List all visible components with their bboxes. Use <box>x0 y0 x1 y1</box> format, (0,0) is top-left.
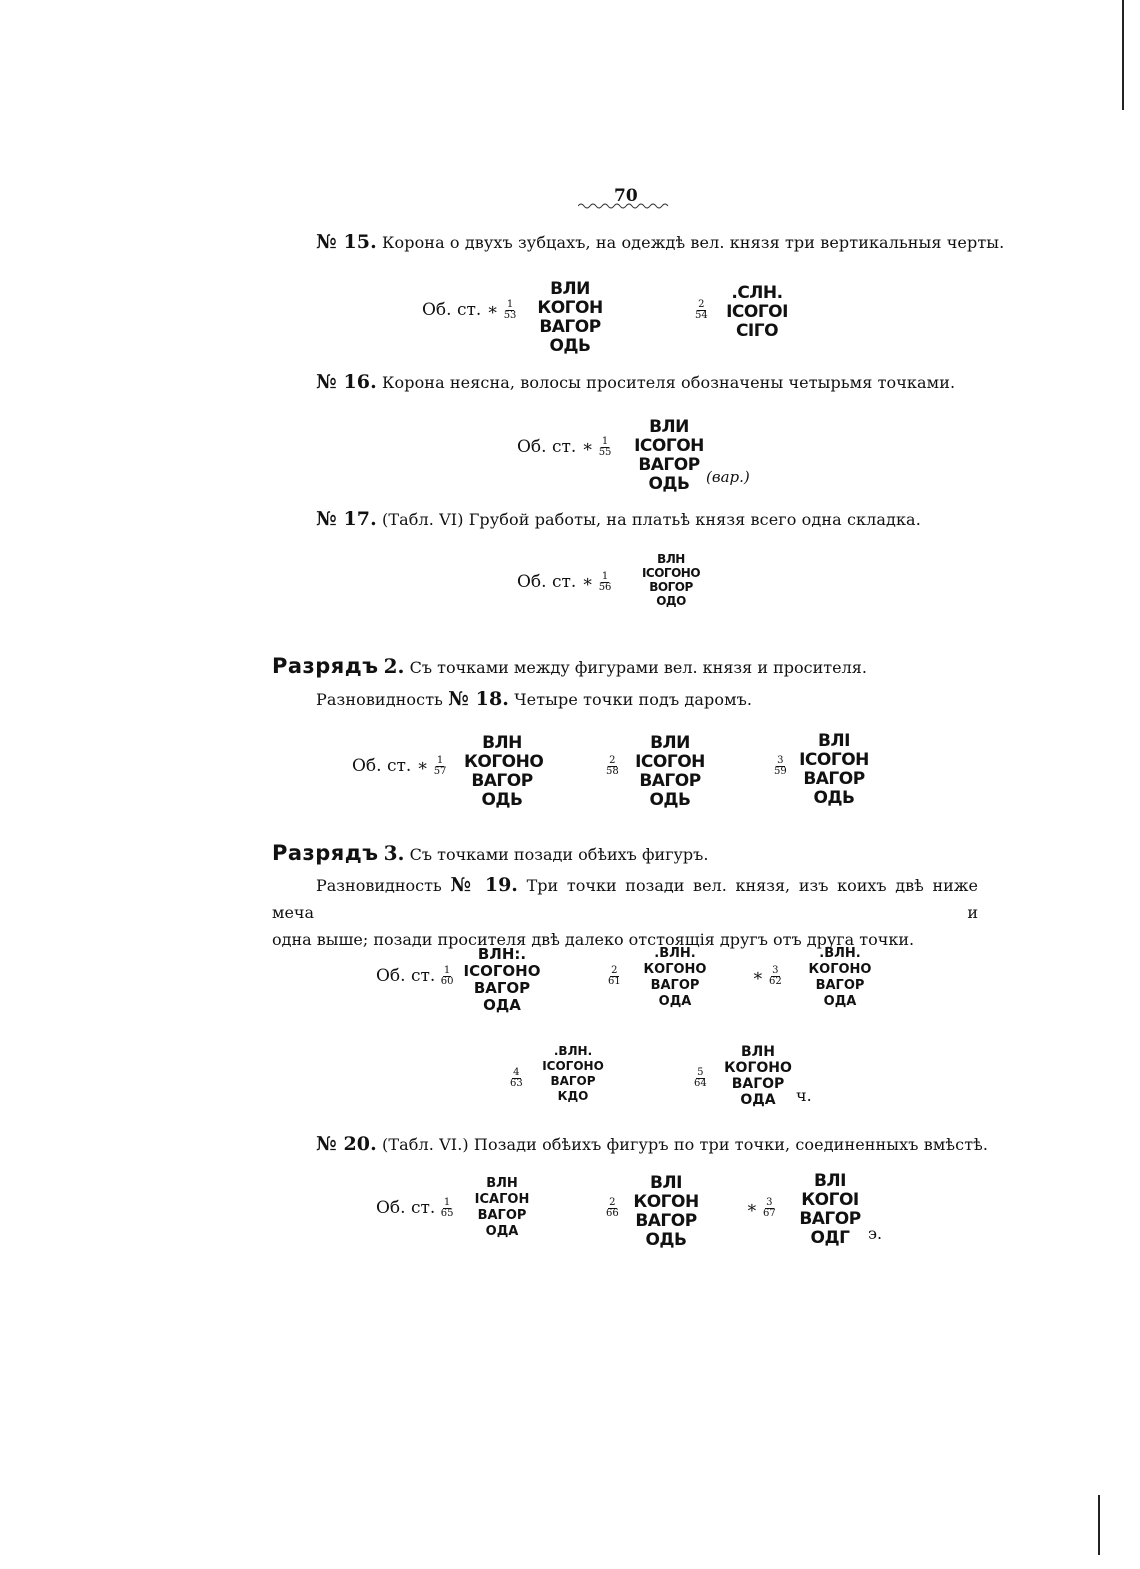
obverse-label <box>517 572 611 593</box>
obverse-text: Об. ст. <box>376 1198 436 1218</box>
obverse-text: Об. ст. ∗ <box>517 437 594 457</box>
fraction: $\frac{2}{58}$ <box>606 755 619 777</box>
entry-description: Четыре точки подъ даромъ. <box>514 690 753 709</box>
coin-legend: ВЛИ ІСОГОН ВАГОР ОДЬ <box>634 417 704 494</box>
fraction: $\frac{1}{65}$ <box>440 1197 454 1219</box>
fraction-label: ∗ $\frac{3}{67}$ <box>746 1197 776 1219</box>
fraction: $\frac{2}{61}$ <box>608 965 621 987</box>
variety-prefix: Разновидность <box>316 876 442 895</box>
entry-description: Корона о двухъ зубцахъ, на одеждѣ вел. князя три вертикальныя черты. <box>382 233 1005 252</box>
coin-legend: .ВЛН. ІСОГОНО ВАГОР КДО <box>542 1044 604 1103</box>
entry-heading <box>316 371 955 393</box>
fraction-label <box>510 1068 523 1089</box>
page-edge-mark <box>1098 1495 1100 1555</box>
coin-legend: ВЛН КОГОНО ВАГОР ОДА <box>724 1044 792 1108</box>
paragraph-line <box>272 872 978 926</box>
coin-legend: .СЛН. ІСОГОІ СІГО <box>726 283 788 341</box>
coin-legend: ВЛН КОГОНО ВАГОР ОДЬ <box>464 733 544 810</box>
fraction: $\frac{5}{64}$ <box>694 1067 707 1089</box>
fraction: $\frac{3}{62}$ <box>768 965 782 987</box>
category-number: 2. <box>383 654 405 678</box>
obverse-text: Об. ст. ∗ <box>422 300 499 320</box>
coin-legend: .ВЛН. КОГОНО ВАГОР ОДА <box>643 946 707 1009</box>
fraction: $\frac{1}{57}$ <box>433 755 447 777</box>
category-heading <box>272 654 867 678</box>
fraction: $\frac{3}{67}$ <box>762 1197 776 1219</box>
entry-heading <box>316 508 921 530</box>
variety-paragraph <box>272 872 978 953</box>
obverse-label <box>422 300 516 321</box>
fraction: $\frac{1}{60}$ <box>440 965 454 987</box>
obverse-label <box>352 756 446 777</box>
coin-legend: .ВЛН. КОГОНО ВАГОР ОДА <box>808 946 872 1009</box>
entry-heading <box>316 1133 988 1155</box>
fraction: $\frac{4}{63}$ <box>510 1067 523 1089</box>
fraction: $\frac{3}{59}$ <box>774 755 787 777</box>
coin-legend: ВЛИ ІСОГОН ВАГОР ОДЬ <box>635 733 705 810</box>
coin-note: ч. <box>796 1086 812 1105</box>
entry-description: Три точки позади вел. князя, изъ коихъ двѣ ниже меча и <box>272 876 978 922</box>
coin-legend: ВЛІ КОГОН ВАГОР ОДЬ <box>633 1173 699 1250</box>
page-number: 70 <box>614 186 638 206</box>
obverse-label <box>517 437 611 458</box>
variety-prefix: Разновидность <box>316 690 443 709</box>
fraction-label <box>774 756 787 777</box>
entry-number: № 20. <box>316 1133 377 1155</box>
fraction-label <box>606 756 619 777</box>
variant-note: (вар.) <box>706 468 750 486</box>
coin-legend: ВЛН ІСОГОНО ВОГОР ОДО <box>641 552 701 608</box>
entry-number: № 17. <box>316 508 377 530</box>
variety-heading <box>316 688 752 710</box>
entry-heading <box>316 231 1004 253</box>
entry-number: № 16. <box>316 371 377 393</box>
category-heading <box>272 841 708 865</box>
category-label: Разрядъ <box>272 841 379 865</box>
entry-description: (Табл. VI.) Позади обѣихъ фигуръ по три точки, соединенныхъ вмѣстѣ. <box>382 1135 989 1154</box>
category-label: Разрядъ <box>272 654 379 678</box>
obverse-text: Об. ст. ∗ <box>517 572 594 592</box>
category-number: 3. <box>383 841 405 865</box>
fraction-label: ∗ $\frac{3}{62}$ <box>752 965 782 987</box>
page-edge-mark <box>1122 0 1124 110</box>
coin-legend: ВЛН:. ІСОГОНО ВАГОР ОДА <box>463 945 541 1014</box>
paragraph-line: одна выше; позади просителя двѣ далеко отстоящія другъ отъ друга точки. <box>272 930 915 949</box>
obverse-label <box>376 1198 453 1219</box>
decorative-wavy-rule <box>578 201 670 211</box>
category-description: Съ точками между фигурами вел. князя и просителя. <box>409 658 867 677</box>
fraction: $\frac{2}{66}$ <box>606 1197 619 1219</box>
obverse-text: Об. ст. <box>376 966 436 986</box>
entry-description: Корона неясна, волосы просителя обозначены четырьмя точками. <box>382 373 956 392</box>
entry-description: (Табл. VI) Грубой работы, на платьѣ князя всего одна складка. <box>382 510 921 529</box>
fraction-label <box>695 300 708 321</box>
coin-legend: ВЛІ ІСОГОН ВАГОР ОДЬ <box>799 731 869 808</box>
fraction: $\frac{2}{54}$ <box>695 299 708 321</box>
coin-legend: ВЛИ КОГОН ВАГОР ОДЬ <box>537 279 603 356</box>
entry-number: № 19. <box>450 874 518 896</box>
coin-note: э. <box>868 1224 883 1243</box>
coin-legend: ВЛІ КОГОІ ВАГОР ОДГ <box>799 1171 861 1248</box>
fraction: $\frac{1}{56}$ <box>598 571 612 593</box>
fraction: $\frac{1}{55}$ <box>598 436 612 458</box>
obverse-label <box>376 966 453 987</box>
entry-number: № 18. <box>448 688 509 710</box>
fraction-label <box>606 1198 619 1219</box>
obverse-text: Об. ст. ∗ <box>352 756 429 776</box>
fraction-label <box>608 966 621 987</box>
fraction-label <box>694 1068 707 1089</box>
entry-number: № 15. <box>316 231 377 253</box>
category-description: Съ точками позади обѣихъ фигуръ. <box>409 845 709 864</box>
fraction: $\frac{1}{53}$ <box>503 299 517 321</box>
coin-legend: ВЛН ІСАГОН ВАГОР ОДА <box>474 1176 530 1239</box>
